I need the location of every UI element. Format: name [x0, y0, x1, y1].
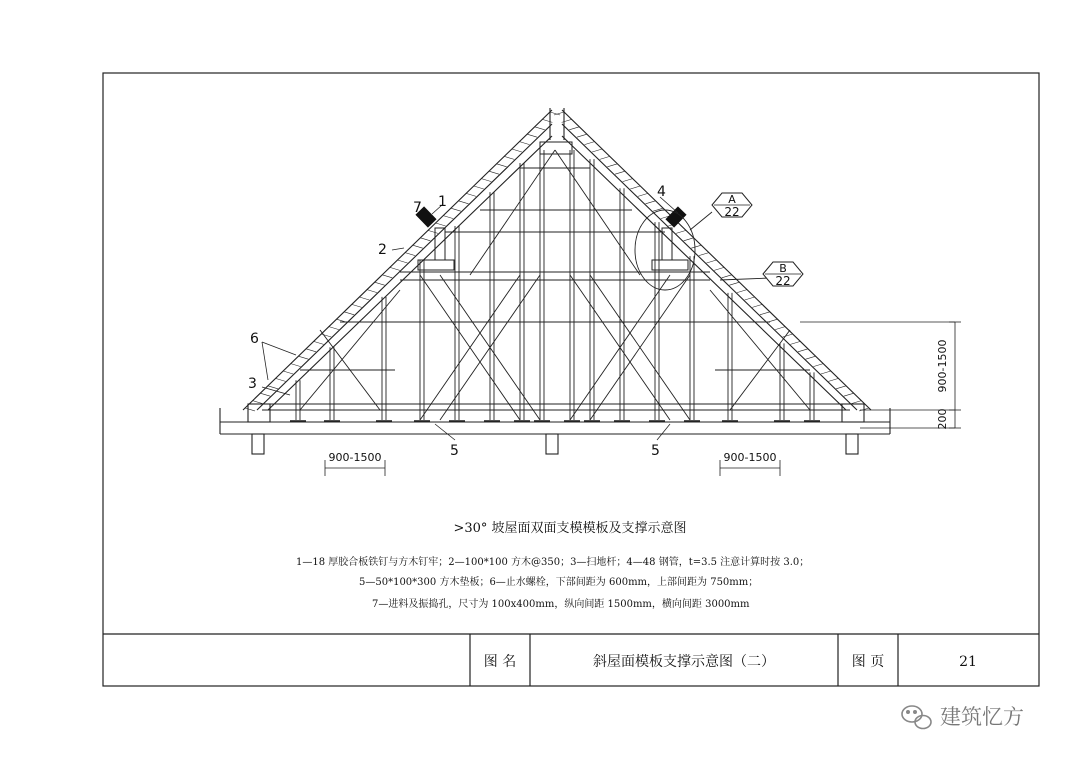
watermark-text: 建筑忆方 [940, 705, 1024, 729]
steel-tube-posts [296, 150, 814, 420]
wechat-icon [902, 706, 931, 729]
dim-spacing-left: 900-1500 [328, 451, 382, 464]
slab-hatching-left [245, 112, 560, 411]
dim-height-lower: 200 [936, 408, 949, 430]
detail-b-letter: B [779, 262, 787, 275]
feed-hole-right [665, 206, 686, 227]
detail-ref-b [763, 262, 803, 288]
figure-note-3: 7—进料及振捣孔，尺寸为 100x400mm，纵向间距 1500mm，横向间距 3000mm [372, 599, 750, 610]
title-block-page-label: 图 页 [851, 654, 885, 670]
callout-3: 3 [248, 376, 257, 392]
title-block [103, 634, 1039, 686]
callout-4: 4 [657, 184, 666, 200]
figure-title: >30° 坡屋面双面支模模板及支撑示意图 [453, 521, 687, 536]
detail-b-sheet: 22 [775, 274, 791, 288]
sheet-border [103, 73, 1039, 686]
detail-a-zone [635, 210, 695, 290]
callout-6: 6 [250, 331, 259, 347]
roof-formwork-drawing [220, 108, 955, 454]
dim-spacing-right: 900-1500 [723, 451, 777, 464]
callout-1: 1 [438, 194, 447, 210]
dim-height-upper: 900-1500 [936, 339, 949, 393]
horizontal-ledgers [262, 168, 850, 410]
ground-slab [220, 404, 890, 454]
callout-7: 7 [413, 200, 422, 216]
figure-note-1: 1—18 厚胶合板铁钉与方木钉牢；2—100*100 方木@350；3—扫地杆；4—48 钢管，t=3.5 注意计算时按 3.0； [296, 557, 810, 568]
title-block-page-value: 21 [959, 654, 977, 670]
slab-hatching-right [554, 112, 869, 411]
title-block-name-value: 斜屋面模板支撑示意图（二） [593, 654, 775, 670]
detail-a-letter: A [728, 193, 736, 206]
detail-a-sheet: 22 [724, 205, 740, 219]
callout-numbers [248, 184, 666, 459]
top-clamps [418, 142, 688, 270]
callout-2: 2 [378, 242, 387, 258]
callout-5-right: 5 [651, 443, 660, 459]
diagonal-bracing [300, 150, 810, 420]
title-block-name-label: 图 名 [483, 654, 517, 670]
callout-5-left: 5 [450, 443, 459, 459]
figure-note-2: 5—50*100*300 方木垫板；6—止水螺栓，下部间距为 600mm，上部间距为 750mm； [359, 577, 759, 588]
detail-ref-a [712, 193, 752, 219]
